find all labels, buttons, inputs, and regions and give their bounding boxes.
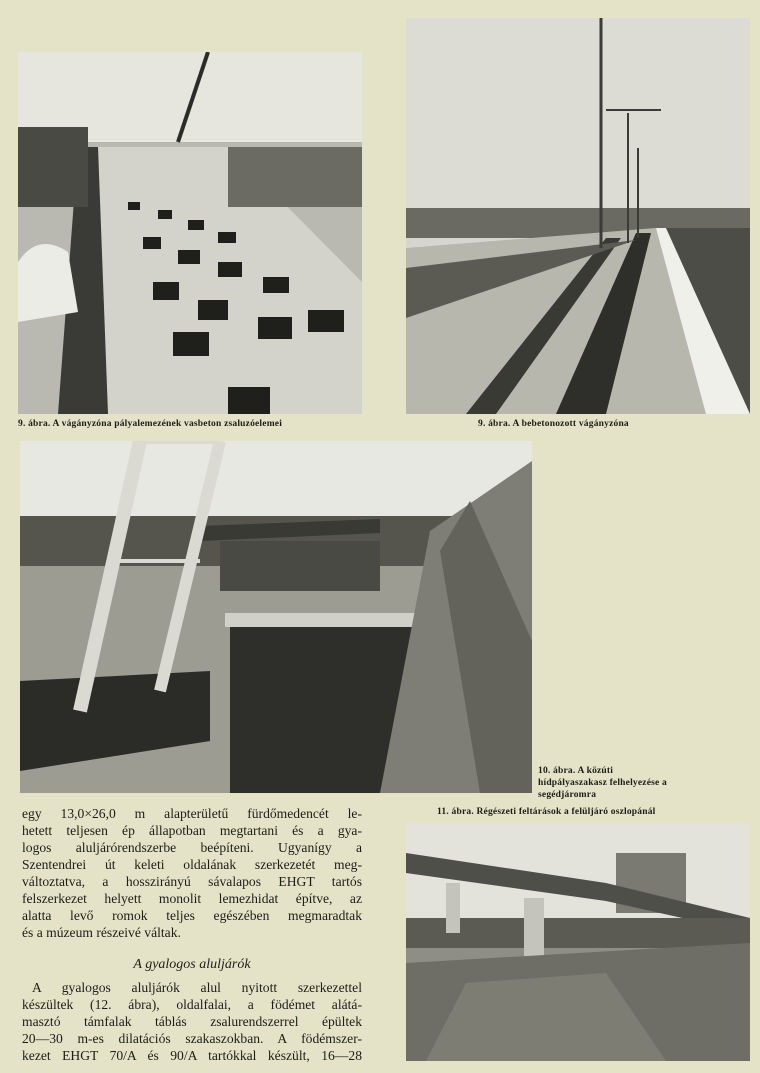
text-line: masztó támfalak táblás zsalurendszerrel épültek xyxy=(22,1014,362,1029)
figure-10-photo xyxy=(20,441,532,793)
figure-9-right-caption: 9. ábra. A bebetonozott vágányzóna xyxy=(478,419,629,429)
figure-9-left-caption: 9. ábra. A vágányzóna pályalemezének vasbeton zsaluzóelemei xyxy=(18,419,283,429)
text-line: Szentendrei út keleti oldalának szerkezetét meg- xyxy=(22,857,362,872)
paragraph-2 xyxy=(22,979,362,1064)
figure-11-photo xyxy=(406,823,750,1061)
text-line: hetett teljesen ép állapotban megtartani és a gya- xyxy=(22,823,362,838)
figure-10-caption-line-2: hídpályaszakasz felhelyezése a xyxy=(538,778,667,788)
section-heading: A gyalogos aluljárók xyxy=(133,957,251,972)
text-line: és a múzeum részeivé váltak. xyxy=(22,925,181,940)
text-line: felszerkezet helyett monolit lemezhidat építve, az xyxy=(22,891,362,906)
figure-11-caption: 11. ábra. Régészeti feltárások a felüljáró oszlopánál xyxy=(437,807,656,817)
text-line: egy 13,0×26,0 m alapterületű fürdőmedencét le- xyxy=(22,806,362,821)
text-line: A gyalogos aluljárók alul nyitott szerkezettel xyxy=(32,980,362,995)
text-line: változtatva, a hosszirányú sávalapos EHGT tartós xyxy=(22,874,362,889)
text-line: logos aluljárórendszerbe beépíteni. Ugyanígy a xyxy=(22,840,362,855)
paragraph-1 xyxy=(22,805,362,941)
figure-9-right-photo xyxy=(406,18,750,414)
figure-10-caption-line-1: 10. ábra. A közúti xyxy=(538,766,614,776)
figure-9-left-photo xyxy=(18,52,362,414)
figure-10-caption-line-3: segédjáromra xyxy=(538,790,597,800)
text-line: készültek (12. ábra), oldalfalai, a födémet alátá- xyxy=(22,997,362,1012)
text-line: 20—30 m-es dilatációs szakaszokban. A födémszer- xyxy=(22,1031,362,1046)
text-line: alatta levő romok teljes egészében megmaradtak xyxy=(22,908,362,923)
text-line: kezet EHGT 70/A és 90/A tartókkal készült, 16—28 xyxy=(22,1048,362,1063)
